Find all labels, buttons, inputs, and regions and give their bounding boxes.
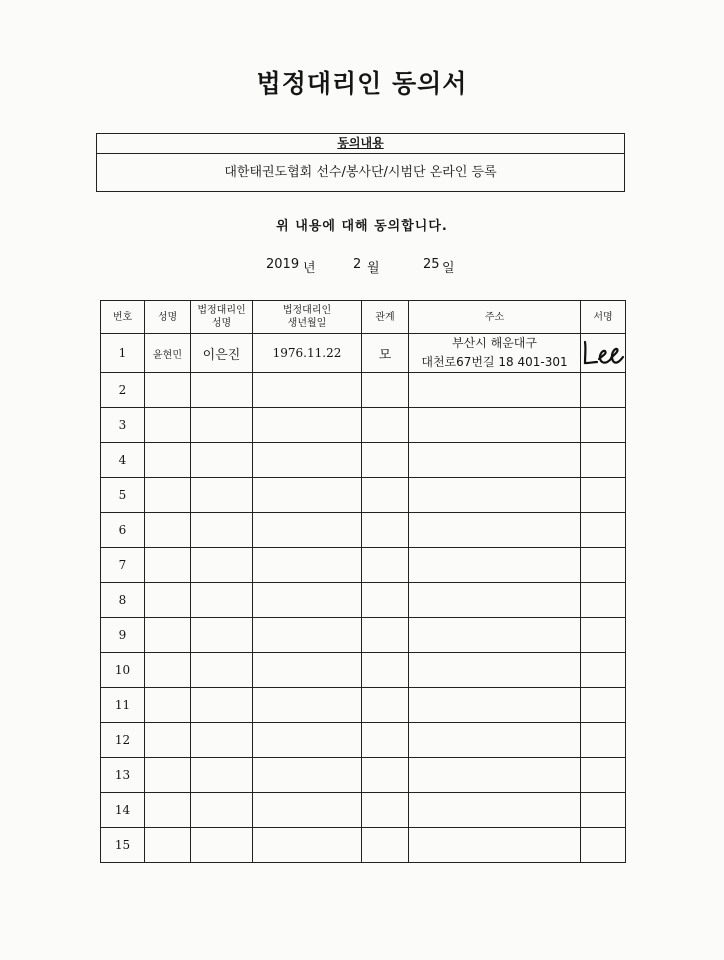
cell-relation [362, 443, 409, 478]
cell-rep-name [191, 793, 253, 828]
cell-name: 윤현민 [145, 334, 191, 373]
cell-rep-name [191, 583, 253, 618]
cell-name [145, 513, 191, 548]
cell-rep-name [191, 548, 253, 583]
cell-number: 10 [101, 653, 145, 688]
table-row [101, 723, 626, 758]
header-rep-name [191, 301, 253, 334]
cell-name [145, 618, 191, 653]
cell-rep-birth [253, 653, 362, 688]
cell-name [145, 723, 191, 758]
cell-rep-name [191, 618, 253, 653]
cell-signature [581, 828, 626, 863]
table-row [101, 408, 626, 443]
cell-name [145, 548, 191, 583]
cell-number: 2 [101, 373, 145, 408]
table-row [101, 373, 626, 408]
header-rep-birth [253, 301, 362, 334]
cell-relation: 모 [362, 334, 409, 373]
header-rep-birth-line2: 생년월일 [287, 318, 327, 329]
table-row [101, 828, 626, 863]
signer-table [100, 300, 626, 863]
cell-address [409, 548, 581, 583]
cell-relation [362, 618, 409, 653]
consent-box [96, 133, 625, 192]
cell-signature [581, 653, 626, 688]
date-year: 2019 [266, 257, 300, 272]
cell-address [409, 443, 581, 478]
cell-number: 4 [101, 443, 145, 478]
cell-relation [362, 583, 409, 618]
cell-address [409, 828, 581, 863]
cell-rep-birth [253, 443, 362, 478]
cell-rep-birth [253, 548, 362, 583]
cell-signature [581, 618, 626, 653]
cell-number: 6 [101, 513, 145, 548]
cell-relation [362, 793, 409, 828]
cell-address [409, 618, 581, 653]
cell-address [409, 758, 581, 793]
cell-signature [581, 793, 626, 828]
cell-signature [581, 443, 626, 478]
cell-address [409, 513, 581, 548]
cell-signature [581, 723, 626, 758]
cell-number: 14 [101, 793, 145, 828]
cell-name [145, 758, 191, 793]
cell-number: 13 [101, 758, 145, 793]
cell-relation [362, 548, 409, 583]
date-year-unit: 년 [303, 261, 316, 276]
header-rep-name-line2: 성명 [211, 318, 232, 329]
cell-relation [362, 688, 409, 723]
header-rep-name-line1: 법정대리인 [197, 305, 246, 316]
cell-rep-birth [253, 688, 362, 723]
cell-name [145, 828, 191, 863]
cell-number: 12 [101, 723, 145, 758]
table-row [101, 618, 626, 653]
cell-signature [581, 334, 626, 373]
header-rep-birth-line1: 법정대리인 [282, 305, 332, 316]
table-row [101, 583, 626, 618]
cell-relation [362, 723, 409, 758]
cell-rep-name [191, 513, 253, 548]
cell-relation [362, 828, 409, 863]
cell-address [409, 793, 581, 828]
cell-rep-name [191, 758, 253, 793]
header-name: 성명 [145, 301, 191, 334]
cell-name [145, 653, 191, 688]
cell-rep-name [191, 443, 253, 478]
cell-relation [362, 478, 409, 513]
cell-signature [581, 688, 626, 723]
cell-relation [362, 408, 409, 443]
date-month: 2 [353, 257, 362, 272]
cell-name [145, 443, 191, 478]
cell-relation [362, 513, 409, 548]
cell-address [409, 723, 581, 758]
cell-name [145, 583, 191, 618]
cell-name [145, 408, 191, 443]
cell-rep-name [191, 723, 253, 758]
header-relation: 관계 [362, 301, 409, 334]
cell-address-line1: 부산시 해운대구 [452, 336, 537, 350]
handwritten-signature [581, 338, 625, 368]
document-title: 법정대리인 동의서 [256, 69, 468, 98]
cell-rep-birth [253, 723, 362, 758]
header-number: 번호 [101, 301, 145, 334]
cell-relation [362, 653, 409, 688]
table-row [101, 548, 626, 583]
cell-rep-birth [253, 478, 362, 513]
header-address: 주소 [409, 301, 581, 334]
date-day: 25 [423, 257, 440, 272]
cell-number: 1 [101, 334, 145, 373]
cell-address [409, 373, 581, 408]
cell-rep-birth [253, 373, 362, 408]
date-month-unit: 월 [367, 261, 380, 276]
cell-rep-birth [253, 828, 362, 863]
cell-name [145, 688, 191, 723]
cell-rep-birth [253, 513, 362, 548]
cell-rep-name [191, 653, 253, 688]
cell-name [145, 478, 191, 513]
table-row [101, 793, 626, 828]
cell-rep-name: 이은진 [191, 334, 253, 373]
cell-address [409, 653, 581, 688]
date-day-unit: 일 [442, 261, 455, 276]
cell-signature [581, 548, 626, 583]
header-signature: 서명 [581, 301, 626, 334]
cell-number: 8 [101, 583, 145, 618]
cell-rep-birth [253, 618, 362, 653]
cell-signature [581, 373, 626, 408]
table-row [101, 653, 626, 688]
cell-rep-name [191, 828, 253, 863]
cell-address [409, 688, 581, 723]
cell-address-line2: 대천로67번길 18 401-301 [421, 355, 568, 369]
cell-number: 3 [101, 408, 145, 443]
cell-number: 9 [101, 618, 145, 653]
cell-number: 15 [101, 828, 145, 863]
cell-number: 11 [101, 688, 145, 723]
cell-rep-name [191, 478, 253, 513]
cell-rep-birth [253, 408, 362, 443]
cell-relation [362, 373, 409, 408]
cell-signature [581, 513, 626, 548]
cell-rep-birth [253, 793, 362, 828]
consent-header-label: 동의내용 [337, 136, 384, 150]
cell-relation [362, 758, 409, 793]
table-row [101, 334, 626, 373]
table-header-row [101, 301, 626, 334]
cell-name [145, 793, 191, 828]
table-row [101, 758, 626, 793]
cell-address [409, 478, 581, 513]
cell-rep-birth [253, 583, 362, 618]
table-row [101, 513, 626, 548]
cell-rep-birth [253, 758, 362, 793]
cell-signature [581, 478, 626, 513]
cell-signature [581, 758, 626, 793]
cell-rep-name [191, 373, 253, 408]
cell-address [409, 408, 581, 443]
table-row [101, 688, 626, 723]
cell-address [409, 334, 581, 373]
table-row [101, 478, 626, 513]
cell-signature [581, 408, 626, 443]
cell-rep-name [191, 688, 253, 723]
cell-name [145, 373, 191, 408]
cell-number: 5 [101, 478, 145, 513]
consent-header [97, 134, 624, 154]
cell-rep-name [191, 408, 253, 443]
cell-number: 7 [101, 548, 145, 583]
table-row [101, 443, 626, 478]
consent-content: 대한태권도협회 선수/봉사단/시범단 온라인 등록 [224, 165, 497, 180]
cell-rep-birth: 1976.11.22 [253, 334, 362, 373]
cell-signature [581, 583, 626, 618]
consent-statement: 위 내용에 대해 동의합니다. [276, 219, 448, 234]
cell-address [409, 583, 581, 618]
